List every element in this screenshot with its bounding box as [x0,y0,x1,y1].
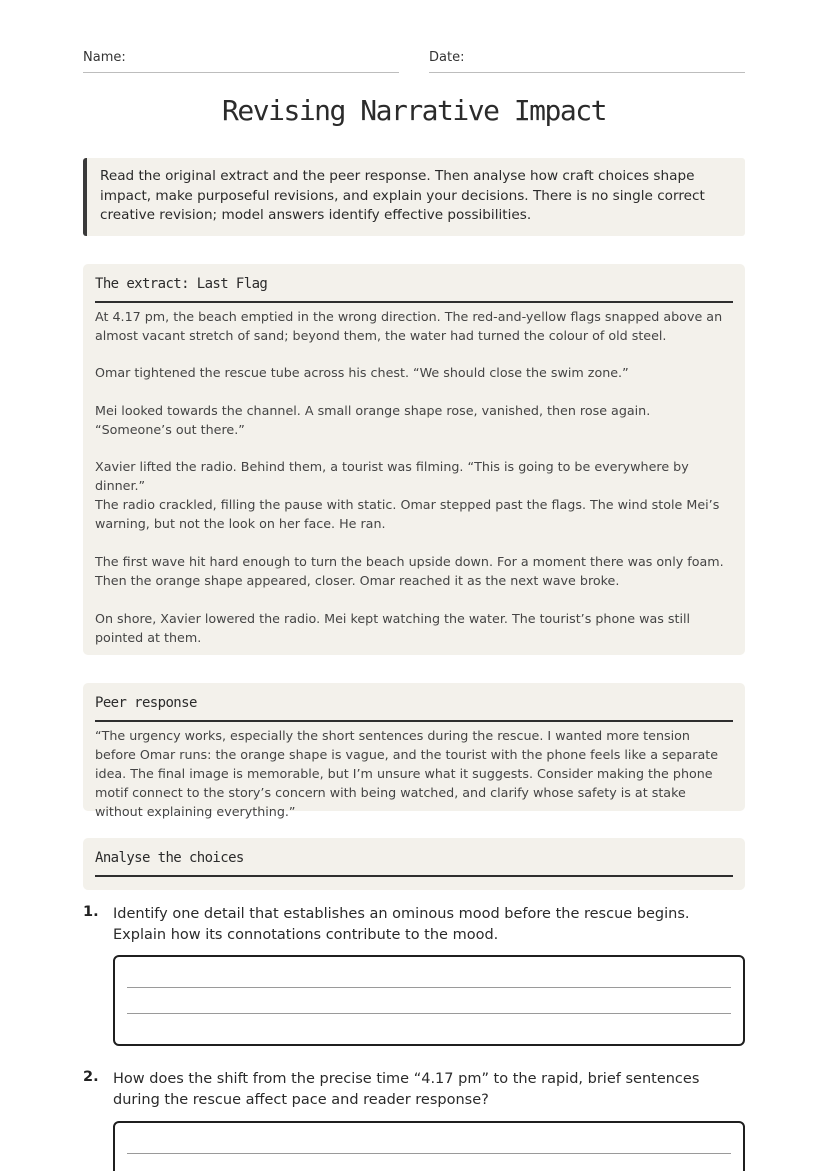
extract-paragraph: At 4.17 pm, the beach emptied in the wrong direction. The red-and-yellow flags snapped above an almost vacant stretch of sand; beyond them, the water had turned the colour of old steel. [95,309,723,343]
answer-box[interactable] [113,1121,745,1171]
extract-heading: The extract: Last Flag [95,276,733,303]
question-text: Identify one detail that establishes an ominous mood before the rescue begins. Explain how its connotations contribute to the mood. [113,906,690,943]
answer-box[interactable] [113,955,745,1046]
answer-line [127,1153,731,1154]
date-label: Date: [429,50,465,65]
name-date-row [83,50,745,74]
peer-response-panel [83,683,745,819]
peer-response-text: “The urgency works, especially the short sentences during the rescue. I wanted more tension before Omar runs: the orange shape is vague, and the tourist with the phone feels like a separate idea. The final image is memorable, but I’m unsure what it suggests. Consider making the phone motif connect to the story’s concern with being watched, and clarify whose safety is at stake without explaining everything.” [95,728,719,819]
extract-paragraph: Xavier lifted the radio. Behind them, a tourist was filming. “This is going to be everywhere by dinner.” [95,459,689,493]
extract-panel [83,264,745,655]
date-field[interactable] [429,50,745,73]
name-field[interactable] [83,50,399,73]
instructions-box [83,158,745,236]
extract-paragraph: The first wave hit hard enough to turn the beach upside down. For a moment there was only foam. Then the orange shape appeared, closer. Omar reached it as the next wave broke. [95,554,724,588]
analyse-heading: Analyse the choices [95,850,733,877]
extract-paragraph: Omar tightened the rescue tube across his chest. “We should close the swim zone.” [95,365,629,380]
extract-paragraph: Mei looked towards the channel. A small orange shape rose, vanished, then rose again. “Someone’s out there.” [95,403,651,437]
question-number: 1. [83,904,99,920]
page-title: Revising Narrative Impact [222,94,606,127]
question-text: How does the shift from the precise time “4.17 pm” to the rapid, brief sentences during the rescue affect pace and reader response? [113,1071,700,1108]
instructions-text: Read the original extract and the peer response. Then analyse how craft choices shape impact, make purposeful revisions, and explain your decisions. There is no single correct creative revision; model answers identify effective possibilities. [100,168,705,223]
peer-response-heading: Peer response [95,695,733,722]
extract-paragraph: On shore, Xavier lowered the radio. Mei kept watching the water. The tourist’s phone was still pointed at them. [95,611,691,645]
name-label: Name: [83,50,126,65]
extract-paragraph: The radio crackled, filling the pause with static. Omar stepped past the flags. The wind stole Mei’s warning, but not the look on her face. He ran. [95,497,720,531]
question-number: 2. [83,1069,99,1085]
analyse-panel [83,838,745,890]
answer-line [127,1013,731,1014]
answer-line [127,987,731,988]
